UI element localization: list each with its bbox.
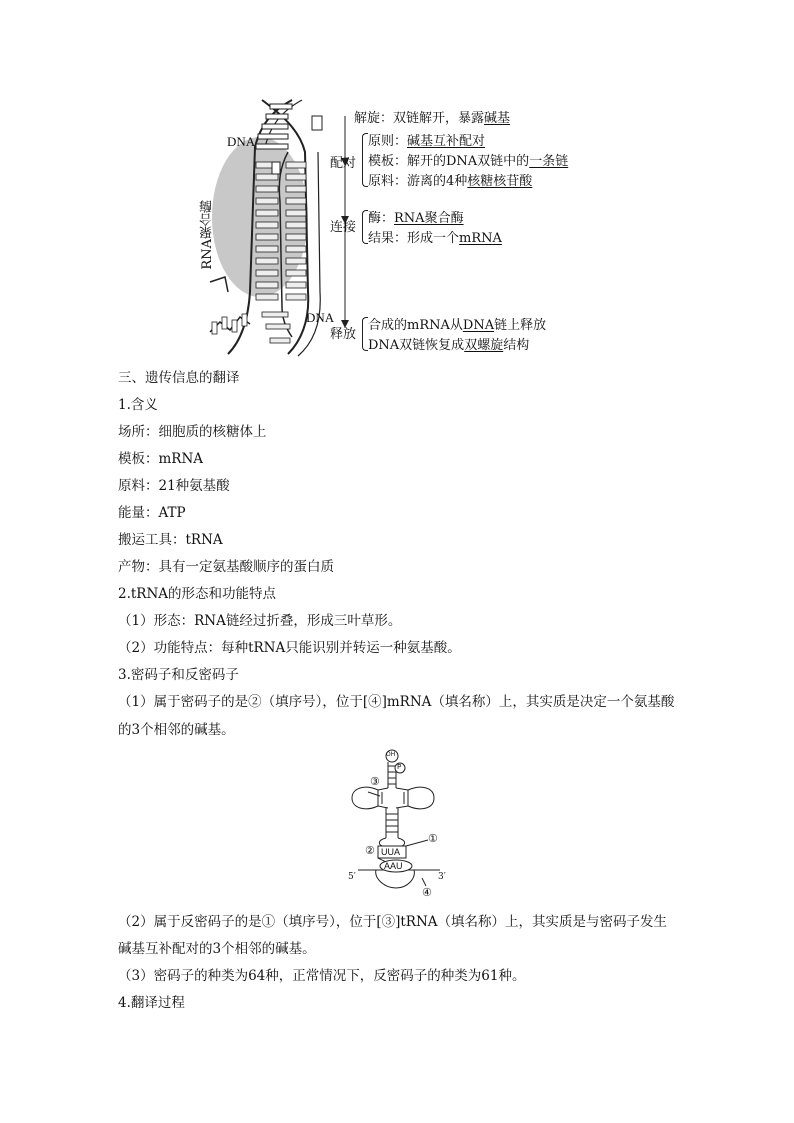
pair-item-3: 原料：游离的4种核糖核苷酸 (368, 174, 533, 189)
link-item-2: 结果：形成一个mRNA (368, 231, 502, 246)
label-1: ① (428, 832, 438, 845)
rna-polymerase-label: RNA聚合酶 (200, 200, 215, 270)
meaning-line-6: 产物：具有一定氨基酸顺序的蛋白质 (118, 559, 334, 575)
subheading-codon: 3.密码子和反密码子 (118, 667, 239, 683)
three-prime-label: 3′ (438, 872, 446, 882)
link-item-1: 酶：RNA聚合酶 (368, 211, 464, 226)
pair-item-1: 原则：碱基互补配对 (368, 134, 486, 149)
dna-top-label: DNA (227, 134, 256, 149)
subheading-trna: 2.tRNA的形态和功能特点 (118, 586, 277, 602)
pair-item-2: 模板：解开的DNA双链中的一条链 (368, 154, 569, 169)
dna-bottom-label: DNA (306, 310, 335, 325)
trna-line-2: （2）功能特点：每种tRNA只能识别并转运一种氨基酸。 (118, 640, 461, 656)
anticodon-label: UUA (381, 847, 401, 857)
meaning-line-5: 搬运工具：tRNA (118, 532, 223, 548)
step-release-name: 释放 (330, 327, 357, 342)
subheading-meaning: 1.含义 (118, 397, 158, 413)
step-unwind: 解旋：双链解开，暴露碱基 (354, 111, 511, 126)
oh-label: OH (386, 751, 396, 758)
trna-figure (340, 746, 460, 899)
codon-para-1a: （1）属于密码子的是②（填序号），位于[④]mRNA（填名称）上，其实质是决定一个氨基酸 (118, 694, 675, 710)
p-label: P (397, 763, 402, 771)
meaning-line-2: 模板：mRNA (118, 451, 204, 467)
meaning-line-3: 原料：21种氨基酸 (118, 478, 230, 494)
release-item-1: 合成的mRNA从DNA链上释放 (368, 318, 547, 333)
five-prime-label: 5′ (348, 872, 356, 882)
step-pair-name: 配对 (330, 156, 357, 171)
meaning-line-1: 场所：细胞质的核糖体上 (118, 424, 267, 440)
release-item-2: DNA双链恢复成双螺旋结构 (368, 338, 530, 353)
transcription-figure (200, 92, 580, 360)
codon-para-2a: （2）属于反密码子的是①（填序号），位于[③]tRNA（填名称）上，其实质是与密码子发生 (118, 914, 668, 930)
codon-para-3: （3）密码子的种类为64种，正常情况下，反密码子的种类为61种。 (118, 968, 526, 984)
label-2: ② (365, 844, 375, 857)
subheading-translation: 4.翻译过程 (118, 995, 185, 1011)
step-link-name: 连接 (330, 220, 357, 235)
label-4: ④ (422, 886, 432, 899)
trna-line-1: （1）形态：RNA链经过折叠，形成三叶草形。 (118, 613, 402, 629)
section-heading: 三、遗传信息的翻译 (118, 370, 240, 386)
label-3: ③ (370, 775, 380, 788)
codon-para-2b: 碱基互补配对的3个相邻的碱基。 (118, 941, 316, 957)
codon-label: AAU (384, 861, 403, 871)
codon-para-1b: 的3个相邻的碱基。 (118, 722, 235, 738)
meaning-line-4: 能量：ATP (118, 505, 186, 521)
